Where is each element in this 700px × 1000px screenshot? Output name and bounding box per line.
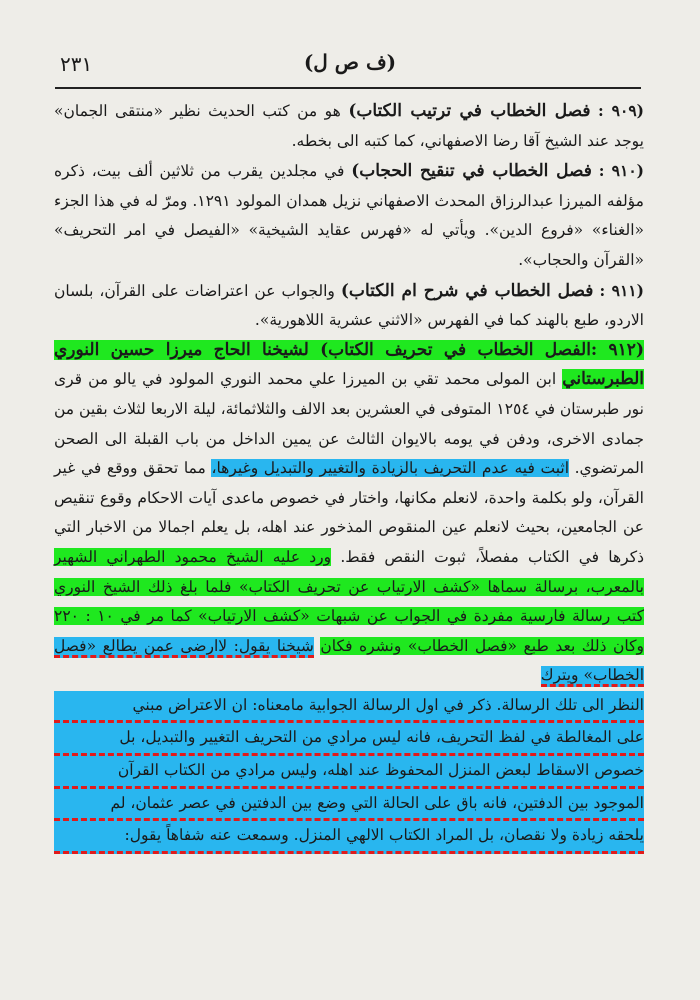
entry-909 [54,96,644,156]
highlighted-quote-block [54,691,644,854]
entry-912 [54,336,644,691]
page-number: ٢٣١ [60,52,93,76]
highlighted-claim: اثبت فيه عدم التحريف بالزيادة والتغيير والتبديل وغيرها، [211,459,569,478]
entry-text: والجواب عن اعتراضات على القرآن، بلسان الاردو، طبع بالهند كما في الفهرس «الاثني عشرية اللاهورية». [54,281,644,330]
entry-title: فصل الخطاب في شرح ام الكتاب) [340,280,594,301]
entry-title: فصل الخطاب في ترتيب الكتاب) [348,101,591,121]
entry-text: هو من كتب الحديث نظير «منتقى الجمان» يوجد عند الشيخ آقا رضا الاصفهاني، كما كتبه الى بخطه. [54,102,644,150]
page-header [60,48,640,82]
entry-text: في مجلدين يقرب من ثلاثين ألف بيت، ذكره مؤلفه الميرزا عبدالرزاق المحدث الاصفهاني نزيل همدان المولود ١٢٩١. ومرّ له في هذا الجزء «الغناء» «فروع الدين». ويأتي له «فهرس عقايد الشيخية» «الفيصل في امر التحريف» «القرآن والحجاب». [54,162,644,269]
entry-912-heading: (٩١٢ :الفصل الخطاب في تحريف الكتاب) لشيخنا الحاج ميرزا حسين النوري الطبرستاني [54,339,644,390]
entry-number: (٩١١ : [599,280,644,300]
entries-column [54,96,644,854]
entry-title: فصل الخطاب في تنقيح الحجاب) [351,161,592,182]
entry-912-body: ابن المولى محمد تقي بن الميرزا علي محمد النوري المولود في يالو من قرى نور طبرستان في ١٢٥٤ المتوفى في العشرين بعد الالف والثلاثمائة، ليلة الاربعا لثلاث بقين من جمادى الاخرى، ودفن في يومه بالايوان الثالث عن يمين الداخل من باب القبلة الى الصحن المرتضوي. [54,370,644,478]
highlighted-rebuttal: ورد عليه الشيخ محمود الطهراني الشهير بالمعرب، برسالة سماها «كشف الارتياب عن تحريف الكتاب» فلما بلغ ذلك الشيخ النوري كتب رسالة فارسية مفردة في الجواب عن شبهات «كشف الارتياب» كما مر في ١٠ : ٢٢٠ وكان ذلك بعد طبع «فصل الخطاب» ونشره فكان [54,547,644,655]
quote-line: النظر الى تلك الرسالة. ذكر في اول الرسالة الجوابية مامعناه: ان الاعتراض مبني [54,691,644,724]
quote-line: خصوص الاسقاط لبعض المنزل المحفوظ عند اهله، وليس مرادي من الكتاب القرآن [54,756,644,789]
quote-line: الموجود بين الدفتين، فانه باق على الحالة التي وضع بين الدفتين في عصر عثمان، لم [54,789,644,822]
quote-line: يلحقه زيادة ولا نقصان، بل المراد الكتاب الالهي المنزل. وسمعت عنه شفاهاً يقول: [54,821,644,854]
entry-number: (٩٠٩ : [598,101,644,120]
quote-line: على المغالطة في لفظ التحريف، فانه ليس مرادي من التحريف التغيير والتبديل، بل [54,723,644,756]
highlighted-quote-lead: شيخنا يقول: لاارضى عمن يطالع «فصل الخطاب» ويترك [54,637,644,688]
entry-number: (٩١٠ : [598,161,644,181]
header-rule [55,87,641,89]
entry-912-body-2: مما تحقق ووقع في غير القرآن، ولو بكلمة واحدة، لانعلم مكانها، واختار في خصوص ماعدى آيات الاحكام وقوع تنقيص عن الجامعين، بحيث لانعلم عين المنقوص المذخور عند اهله، بل يعلم اجمالا من الاخبار التي ذكرها في الكتاب مفصلاً، ثبوت النقص فقط. [54,459,644,566]
entry-911 [54,276,644,336]
running-head: (ف ص ل) [303,50,397,74]
entry-910 [54,156,644,275]
